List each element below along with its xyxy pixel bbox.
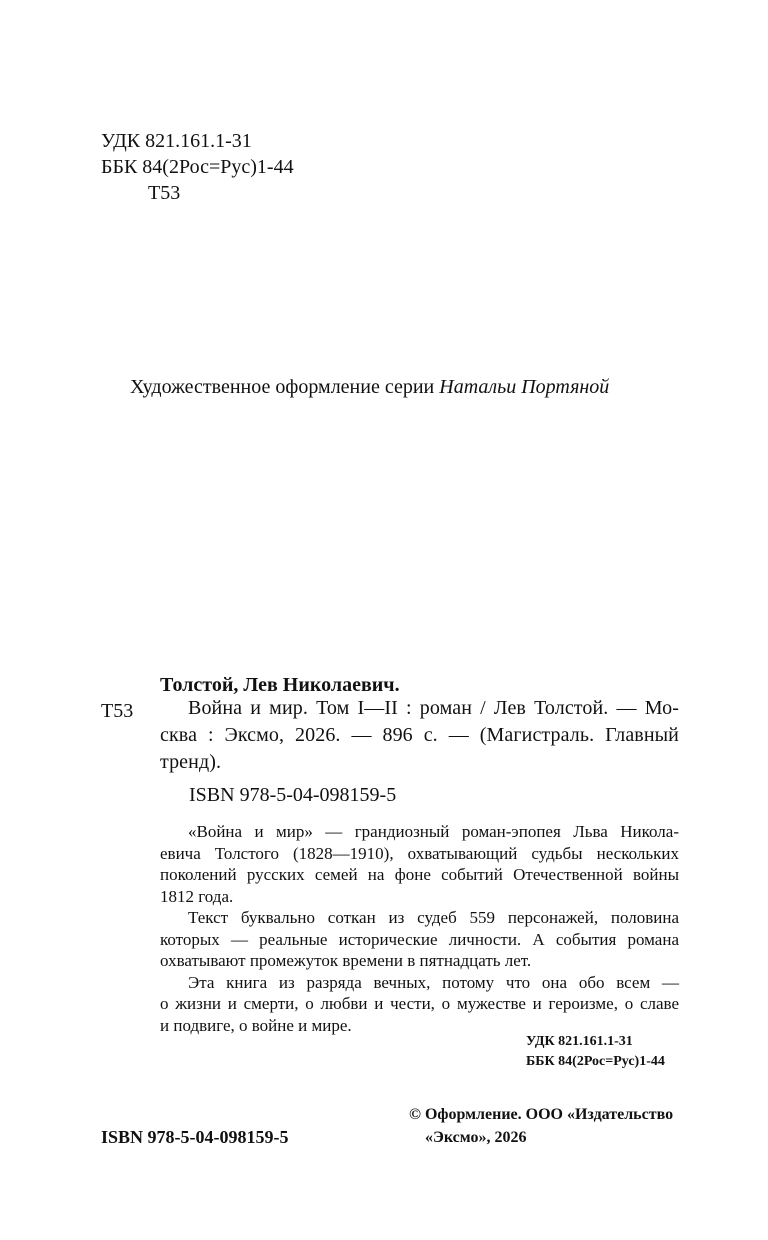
copyright <box>409 1103 673 1149</box>
designer-name: Натальи Портяной <box>439 376 610 398</box>
udk-code: УДК 821.161.1-31 <box>101 130 252 152</box>
record-author: Толстой, Лев Николаевич. <box>160 674 400 696</box>
annotation-line: евича Толстого (1828—1910), охватывающий судьбы нескольких <box>160 843 679 863</box>
footer-bbk: ББК 84(2Рос=Рус)1-44 <box>526 1054 665 1069</box>
record-isbn: ISBN 978-5-04-098159-5 <box>189 784 397 806</box>
annotation-line: охватывают промежуток времени в пятнадцать лет. <box>160 951 532 970</box>
annotation <box>160 821 679 1036</box>
annotation-line: Эта книга из разряда вечных, потому что она обо всем — <box>188 972 679 992</box>
annotation-line: которых — реальные исторические личности. А события романа <box>160 929 679 949</box>
record-line: тренд). <box>160 751 222 773</box>
footer-isbn: ISBN 978-5-04-098159-5 <box>101 1127 289 1147</box>
copyright-line: © Оформление. ООО «Издательство <box>409 1106 674 1123</box>
record-line: Война и мир. Том I—II : роман / Лев Толстой. — Мо- <box>188 697 679 719</box>
copyright-line: «Эксмо», 2026 <box>425 1129 527 1146</box>
annotation-line: Текст буквально соткан из судеб 559 персонажей, половина <box>188 908 679 927</box>
footer-udk: УДК 821.161.1-31 <box>526 1034 633 1049</box>
annotation-line: 1812 года. <box>160 886 234 906</box>
record-author-sign: Т53 <box>101 700 134 722</box>
annotation-line: «Война и мир» — грандиозный роман-эпопея Льва Никола- <box>188 822 679 841</box>
annotation-line: поколений русских семей на фоне событий Отечественной войны <box>160 865 679 884</box>
author-sign: Т53 <box>148 182 181 204</box>
record-description <box>160 695 679 776</box>
bbk-code: ББК 84(2Рос=Рус)1-44 <box>101 156 294 178</box>
annotation-line: о жизни и смерти, о любви и чести, о мужестве и героизме, о славе <box>160 994 679 1013</box>
record-line: сква : Эксмо, 2026. — 896 с. — (Магистраль. Главный <box>160 724 679 746</box>
design-credit-text: Художественное оформление серии <box>130 376 440 398</box>
annotation-line: и подвиге, о войне и мире. <box>160 1015 352 1035</box>
design-credit <box>130 374 690 400</box>
